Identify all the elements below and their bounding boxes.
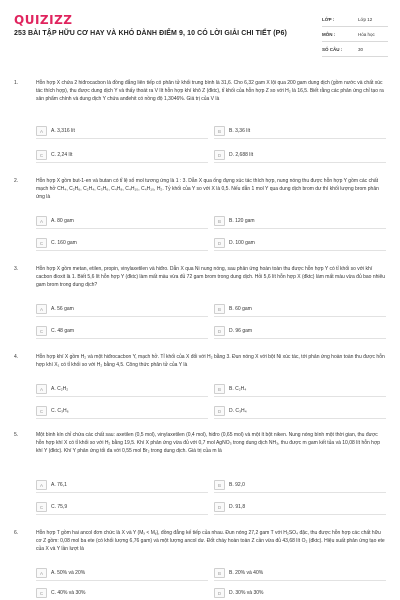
option-text: A. 76,1: [51, 482, 67, 488]
option-b[interactable]: [214, 126, 250, 136]
option-divider: [214, 418, 386, 419]
option-letter-box: C: [36, 502, 47, 512]
option-b[interactable]: [214, 384, 246, 394]
option-divider: [214, 228, 386, 229]
option-divider: [36, 228, 208, 229]
option-divider: [36, 250, 208, 251]
option-text: A. 80 gam: [51, 218, 74, 224]
option-text: D. 96 gam: [229, 328, 253, 334]
quizizz-logo: QUIZIZZ: [14, 13, 73, 27]
option-letter-box: B: [214, 384, 225, 394]
option-text: A. 3,316 lít: [51, 128, 75, 134]
option-c[interactable]: [36, 326, 74, 336]
question-text: Hỗn hợp X gồm metan, etilen, propin, vinylaxetilen và hiđro. Dẫn X qua Ni nung nóng, sau phản ứng hoàn toàn thu được hỗn hợp Y có tỉ khối so với khí cacbon đioxit là 1. Biết 5,6 lít hỗn hợp Y (đktc) làm mất màu vừa đủ 72 gam brom trong dung dịch. Hỏi 5,6 lít hỗn hợp X (đktc) làm mất màu vừa đủ bao nhiêu gam brom trong dung dịch?: [36, 266, 386, 288]
meta-row-question-count: [322, 42, 388, 57]
option-letter-box: B: [214, 216, 225, 226]
option-divider: [214, 250, 386, 251]
option-a[interactable]: [36, 216, 74, 226]
option-letter-box: B: [214, 304, 225, 314]
option-d[interactable]: [214, 406, 247, 416]
option-divider: [36, 514, 208, 515]
option-a[interactable]: [36, 384, 68, 394]
option-letter-box: D: [214, 588, 225, 598]
option-text: B. 120 gam: [229, 218, 255, 224]
option-c[interactable]: [36, 502, 67, 512]
option-letter-box: A: [36, 480, 47, 490]
option-text: D. 100 gam: [229, 240, 255, 246]
option-letter-box: D: [214, 238, 225, 248]
option-b[interactable]: [214, 304, 252, 314]
option-text: D. 2,688 lít: [229, 152, 254, 158]
option-c[interactable]: [36, 588, 85, 598]
option-divider: [36, 396, 208, 397]
option-text: C. C₃H₆: [51, 408, 69, 414]
option-letter-box: C: [36, 238, 47, 248]
meta-row-subject: [322, 27, 388, 42]
option-letter-box: C: [36, 326, 47, 336]
meta-value: Lớp 12: [358, 16, 373, 22]
option-a[interactable]: [36, 304, 74, 314]
meta-label: MÔN :: [322, 31, 336, 37]
option-text: D. C₃H₄: [229, 408, 247, 414]
option-letter-box: D: [214, 326, 225, 336]
option-letter-box: B: [214, 480, 225, 490]
option-text: A. 56 gam: [51, 306, 74, 312]
option-d[interactable]: [214, 502, 245, 512]
question-number: 3.: [14, 266, 19, 272]
option-letter-box: B: [214, 126, 225, 136]
question-text: Hỗn hợp X gồm but-1-en và butan có tỉ lệ số mol tương ứng là 1 : 3. Dẫn X qua ống đựng xúc tác thích hợp, nung nóng thu được hỗn hợp Y gồm các chất mạch hở CH₄, C₂H₆, C₂H₄, C₃H₆, C₄H₈, C₄H₁₀, C₄H₁₀, H₂. Tỷ khối của Y so với X là 0,5. Nếu dẫn 1 mol Y qua dung dịch brom dư thì khối lượng brom phản ứng là: [36, 178, 379, 200]
worksheet-header: [0, 0, 400, 64]
option-divider: [36, 138, 208, 139]
option-d[interactable]: [214, 588, 263, 598]
option-letter-box: C: [36, 150, 47, 160]
option-text: B. 3,36 lít: [229, 128, 251, 134]
option-letter-box: A: [36, 126, 47, 136]
option-text: B. C₂H₄: [229, 386, 247, 392]
meta-value: Hóa học: [358, 31, 375, 37]
question-text: Hỗn hợp T gồm hai ancol đơn chức là X và Y (Mₓ < Mᵧ), đồng đẳng kế tiếp của nhau. Đun nóng 27,2 gam T với H₂SO₄ đặc, thu được hỗn hợp các chất hữu cơ Z gồm: 0,08 mol ba ete (có khối lượng 6,76 gam) và một lượng ancol dư. Đốt cháy hoàn toàn Z cần vừa đủ 43,68 lít O₂ (đktc). Hiệu suất phản ứng tạo ete của X và Y lần lượt là: [36, 530, 385, 552]
option-divider: [36, 338, 208, 339]
option-a[interactable]: [36, 568, 85, 578]
option-letter-box: D: [214, 502, 225, 512]
question-number: 5.: [14, 432, 19, 438]
question-number: 1.: [14, 80, 19, 86]
option-text: B. 92,0: [229, 482, 245, 488]
question-text: Hỗn hợp khí X gồm H₂ và một hiđrocacbon Y, mạch hở. Tỉ khối của X đối với H₂ bằng 3. Đun nóng X với bột Ni xúc tác, tới phản ứng hoàn toàn thu được hỗn hợp khí X₁ có tỉ khối so với H₂ bằng 4,5. Công thức phân tử của Y là: [36, 354, 385, 368]
option-divider: [214, 316, 386, 317]
option-text: D. 91,8: [229, 504, 246, 510]
option-divider: [36, 316, 208, 317]
question-number: 4.: [14, 354, 19, 360]
option-text: C. 48 gam: [51, 328, 75, 334]
option-letter-box: C: [36, 406, 47, 416]
option-divider: [214, 162, 386, 163]
option-b[interactable]: [214, 216, 255, 226]
option-letter-box: A: [36, 568, 47, 578]
option-c[interactable]: [36, 238, 77, 248]
worksheet-title: 253 BÀI TẬP HỮU CƠ HAY VÀ KHÓ DÀNH ĐIỂM 9, 10 CÓ LỜI GIẢI CHI TIẾT (P6): [14, 30, 287, 37]
option-divider: [214, 138, 386, 139]
meta-table: [322, 12, 388, 57]
option-text: C. 160 gam: [51, 240, 77, 246]
meta-value: 30: [358, 46, 364, 52]
option-letter-box: B: [214, 568, 225, 578]
option-d[interactable]: [214, 238, 255, 248]
option-text: B. 20% và 40%: [229, 570, 264, 576]
option-text: C. 40% và 30%: [51, 590, 86, 596]
option-letter-box: C: [36, 588, 47, 598]
option-d[interactable]: [214, 326, 252, 336]
question-number: 6.: [14, 530, 19, 536]
question-text: Hỗn hợp X chứa 2 hiđrocacbon là đồng đẳng liên tiếp có phân tử khối trung bình là 31,6. Cho 6,32 gam X lội qua 200 gam dung dịch (gồm nước và chất xúc tác thích hợp), thu được dung dịch Y và thấy thoát ra V lít hỗn hợp khí khô Z (đktc), tỉ khối của hỗn hợp Z so với H₂ là 16,5. Biết rằng các phản ứng chỉ tạo ra sản phẩm chính và dung dịch Y chứa anđehit có nồng độ 1,3046%. Giá trị của V là: [36, 80, 384, 102]
option-divider: [214, 492, 386, 493]
option-b[interactable]: [214, 480, 245, 490]
question-number: 2.: [14, 178, 19, 184]
option-text: C. 2,24 lít: [51, 152, 73, 158]
option-text: C. 75,9: [51, 504, 68, 510]
meta-label: SỐ CÂU :: [322, 46, 343, 52]
question-text: Một bình kín chỉ chứa các chất sau: axetilen (0,5 mol), vinylaxetilen (0,4 mol), hiđro (0,65 mol) và một ít bột niken. Nung nóng bình một thời gian, thu được hỗn hợp khí X có tỉ khối so với H₂ bằng 19,5. Khí X phản ứng vừa đủ với 0,7 mol AgNO₃ trong dung dịch NH₃, thu được m gam kết tủa và 10,08 lít hỗn hợp khí Y (đktc). Khí Y phản ứng tối đa với 0,55 mol Br₂ trong dung dịch. Giá trị của m là: [36, 432, 381, 454]
option-letter-box: D: [214, 150, 225, 160]
option-c[interactable]: [36, 150, 72, 160]
option-letter-box: A: [36, 304, 47, 314]
option-divider: [36, 162, 208, 163]
option-text: A. C₂H₂: [51, 386, 69, 392]
option-divider: [36, 418, 208, 419]
option-divider: [214, 338, 386, 339]
meta-row-grade: [322, 12, 388, 27]
option-divider: [36, 580, 208, 581]
option-divider: [36, 492, 208, 493]
option-letter-box: A: [36, 384, 47, 394]
meta-label: LỚP :: [322, 16, 335, 22]
option-a[interactable]: [36, 480, 67, 490]
option-a[interactable]: [36, 126, 75, 136]
option-c[interactable]: [36, 406, 69, 416]
option-letter-box: A: [36, 216, 47, 226]
option-divider: [214, 396, 386, 397]
option-b[interactable]: [214, 568, 263, 578]
option-d[interactable]: [214, 150, 253, 160]
option-divider: [214, 514, 386, 515]
option-text: B. 60 gam: [229, 306, 252, 312]
option-letter-box: D: [214, 406, 225, 416]
option-divider: [214, 580, 386, 581]
option-text: D. 30% và 30%: [229, 590, 264, 596]
option-text: A. 50% và 20%: [51, 570, 86, 576]
